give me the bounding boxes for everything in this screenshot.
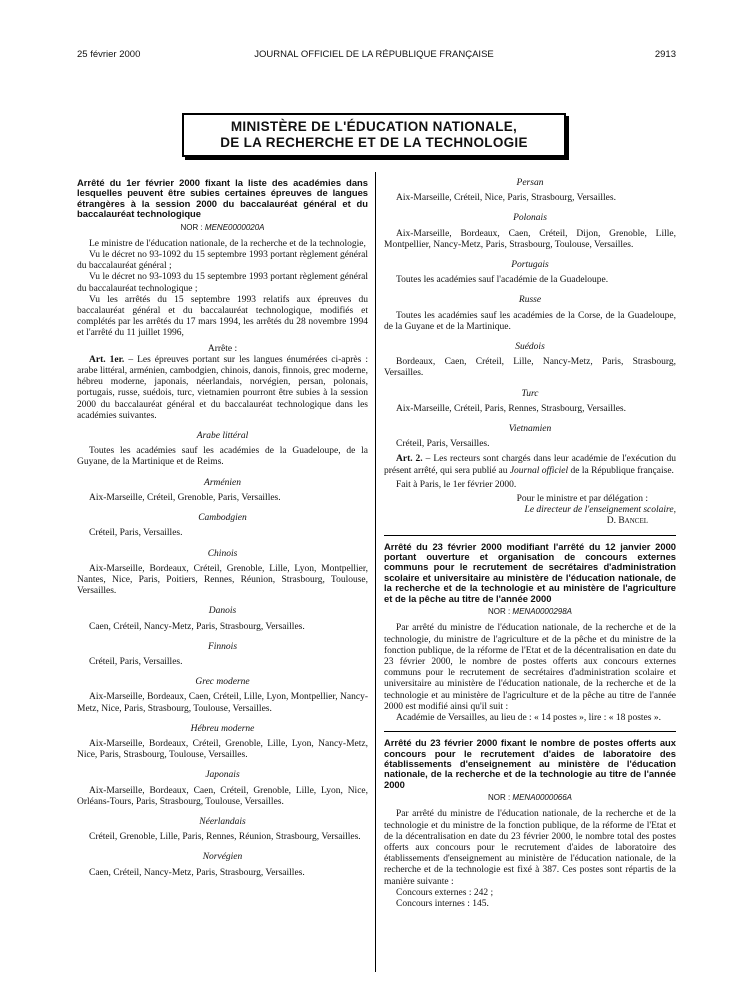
language-heading: Turc bbox=[521, 388, 539, 399]
art2-text-a: – Les recteurs sont chargés dans leur académie de l'exécution du présent arrêté, qui sera publié au bbox=[384, 454, 676, 476]
languages-right bbox=[384, 178, 676, 450]
separator-rule bbox=[384, 535, 676, 536]
language-heading: Néerlandais bbox=[199, 816, 246, 827]
language-academies: Aix-Marseille, Bordeaux, Créteil, Grenoble, Lille, Lyon, Nancy-Metz, Nice, Paris, Strasbourg, Toulouse, Versailles. bbox=[77, 738, 368, 761]
language-academies: Créteil, Grenoble, Lille, Paris, Rennes, Réunion, Strasbourg, Versailles. bbox=[89, 832, 361, 843]
language-heading: Danois bbox=[208, 606, 237, 617]
language-heading: Arabe littéral bbox=[196, 431, 249, 442]
language-heading: Finnois bbox=[207, 641, 238, 652]
language-heading: Russe bbox=[518, 295, 542, 306]
ministry-line-1: MINISTÈRE DE L'ÉDUCATION NATIONALE, bbox=[230, 119, 518, 134]
separator-rule bbox=[384, 731, 676, 732]
sign-2: Le directeur de l'enseignement scolaire, bbox=[524, 505, 676, 516]
language-academies: Créteil, Paris, Versailles. bbox=[89, 656, 183, 667]
ministry-box bbox=[182, 113, 566, 157]
art2 bbox=[384, 454, 676, 476]
arrete2-nor bbox=[384, 606, 676, 617]
nor-label: NOR : bbox=[180, 222, 205, 232]
arrete1-para2: Vu le décret no 93-1092 du 15 septembre 1993 portant règlement général du baccalauréat général ; bbox=[77, 250, 368, 272]
page-number: 2913 bbox=[654, 49, 676, 60]
art1-label: Art. 1er. bbox=[89, 354, 125, 365]
nor-code: MENE0000020A bbox=[204, 222, 265, 232]
language-heading: Portugais bbox=[511, 260, 549, 271]
language-academies: Aix-Marseille, Bordeaux, Créteil, Grenoble, Lille, Lyon, Montpellier, Nantes, Nice, Paris, Poitiers, Rennes, Réunion, Strasbourg, Toulouse, Versailles. bbox=[77, 563, 368, 597]
header-date: 25 février 2000 bbox=[77, 49, 141, 60]
art1-text: – Les épreuves portant sur les langues énumérées ci-après : arabe littéral, arménien, cambodgien, chinois, danois, finnois, grec moderne, hébreu moderne, japonais, néerlandais, norvégien, persan, polonais, portugais, russe, suédois, turc, vietnamien pourront être subies à la session 2000 du baccalauréat général et du baccalauréat technologique dans les académies suivantes. bbox=[77, 354, 368, 421]
arrete3-para1: Par arrêté du ministre de l'éducation nationale, de la recherche et de la technologie et du ministre de la fonction publique, de la réforme de l'Etat et de la décentralisation en date du 23 février 2000, le nombre total des postes offerts aux concours pour le recrutement d'aides de laboratoire des établissements d'enseignement au ministère de l'éducation nationale, de la recherche et de la technologie est fixé à 387. Ces postes sont répartis de la manière suivante : bbox=[384, 809, 676, 887]
language-academies: Aix-Marseille, Bordeaux, Caen, Créteil, Dijon, Grenoble, Lille, Montpellier, Nancy-Metz, Paris, Strasbourg, Toulouse, Versailles. bbox=[384, 228, 676, 250]
language-heading: Vietnamien bbox=[508, 424, 552, 435]
language-heading: Japonais bbox=[205, 770, 240, 781]
arrete2-title: Arrêté du 23 février 2000 modifiant l'arrêté du 12 janvier 2000 portant ouverture et organisation de concours externes communs pour le recrutement de secrétaires d'administration scolaire et universitaire au ministère de l'éducation nationale, de la recherche et de la technologie et au ministère de l'agriculture et de la pêche au titre de l'année 2000 bbox=[384, 540, 676, 604]
arrete1-title: Arrêté du 1er février 2000 fixant la liste des académies dans lesquelles peuvent être subies certaines épreuves de langues étrangères à la session 2000 du baccalauréat général et du baccalauréat technologique bbox=[77, 177, 368, 220]
language-academies: Aix-Marseille, Créteil, Nice, Paris, Strasbourg, Versailles. bbox=[396, 193, 616, 204]
language-academies: Toutes les académies sauf l'académie de la Guadeloupe. bbox=[396, 275, 609, 286]
arrete1-para4: Vu les arrêtés du 15 septembre 1993 relatifs aux épreuves du baccalauréat général et du baccalauréat technologique, modifiés et complétés par les arrêtés du 17 mars 1994, les arrêtés du 28 novembre 1994 et l'arrêté du 11 juillet 1996, bbox=[77, 294, 368, 339]
nor-label: NOR : bbox=[487, 793, 513, 803]
arrete3-nor bbox=[384, 792, 676, 803]
left-column bbox=[77, 178, 368, 879]
language-academies: Créteil, Paris, Versailles. bbox=[396, 439, 490, 450]
nor-code: MENA0000066A bbox=[512, 793, 573, 803]
arrete2-para1: Par arrêté du ministre de l'éducation nationale, de la recherche et de la technologie, du ministre de l'agriculture et de la pêche et du ministre de la fonction publique, de la réforme de l'Etat et de la décentralisation en date du 23 février 2000, le nombre de postes offerts aux concours externes communs pour le recrutement de secrétaires d'administration scolaire et universitaire au ministère de l'éducation nationale, de la recherche et de la technologie et au ministère de l'agriculture et de la pêche au titre de l'année 2000 est modifié ainsi qu'il suit : bbox=[384, 623, 676, 712]
art2-text-b: de la République française. bbox=[568, 465, 674, 476]
language-academies: Créteil, Paris, Versailles. bbox=[89, 528, 183, 539]
language-academies: Aix-Marseille, Bordeaux, Caen, Créteil, Grenoble, Lille, Lyon, Nice, Orléans-Tours, Paris, Strasbourg, Toulouse, Versailles. bbox=[77, 785, 368, 807]
art2-journal: Journal officiel bbox=[509, 465, 569, 476]
language-academies: Bordeaux, Caen, Créteil, Lille, Nancy-Metz, Paris, Strasbourg, Versailles. bbox=[384, 357, 676, 379]
sign-3: D. Bancel bbox=[606, 516, 648, 527]
art1 bbox=[77, 355, 368, 422]
language-heading: Persan bbox=[516, 178, 544, 188]
language-heading: Norvégien bbox=[202, 852, 243, 863]
language-academies: Aix-Marseille, Bordeaux, Caen, Créteil, Lille, Lyon, Montpellier, Nancy-Metz, Nice, Paris, Strasbourg, Toulouse, Versailles. bbox=[77, 692, 368, 714]
languages-left bbox=[77, 431, 368, 879]
arrete3-title: Arrêté du 23 février 2000 fixant le nombre de postes offerts aux concours pour le recrutement d'aides de laboratoire des établissements d'enseignement au ministère de l'éducation nationale, de la recherche et de la technologie au titre de l'année 2000 bbox=[384, 737, 676, 790]
language-heading: Grec moderne bbox=[195, 677, 250, 688]
language-heading: Suédois bbox=[515, 342, 545, 353]
language-academies: Caen, Créteil, Nancy-Metz, Paris, Strasbourg, Versailles. bbox=[89, 621, 305, 632]
concours-externes: Concours externes : 242 ; bbox=[396, 887, 494, 898]
language-academies: Aix-Marseille, Créteil, Paris, Rennes, Strasbourg, Versailles. bbox=[396, 403, 626, 414]
arrete1-para1: Le ministre de l'éducation nationale, de la recherche et de la technologie, bbox=[89, 238, 366, 249]
sign-1: Pour le ministre et par délégation : bbox=[516, 494, 648, 505]
column-divider bbox=[375, 172, 376, 972]
language-heading: Polonais bbox=[513, 213, 547, 224]
arrete1-nor bbox=[77, 222, 368, 233]
language-academies: Toutes les académies sauf les académies de la Corse, de la Guadeloupe, de la Guyane et de la Martinique. bbox=[384, 310, 676, 332]
nor-code: MENA0000298A bbox=[512, 607, 573, 617]
art2-label: Art. 2. bbox=[396, 454, 423, 465]
language-academies: Toutes les académies sauf les académies de la Guadeloupe, de la Guyane, de la Martinique et de Reims. bbox=[77, 446, 368, 468]
concours-internes: Concours internes : 145. bbox=[396, 899, 489, 909]
journal-title: JOURNAL OFFICIEL DE LA RÉPUBLIQUE FRANÇAISE bbox=[254, 49, 494, 60]
right-column bbox=[384, 178, 676, 910]
arrete2-para2: Académie de Versailles, au lieu de : « 14 postes », lire : « 18 postes ». bbox=[396, 712, 661, 723]
language-heading: Chinois bbox=[207, 548, 238, 559]
arrete-label: Arrête : bbox=[207, 343, 238, 354]
language-heading: Cambodgien bbox=[198, 513, 247, 524]
language-academies: Caen, Créteil, Nancy-Metz, Paris, Strasbourg, Versailles. bbox=[89, 867, 305, 878]
arrete1-para3: Vu le décret no 93-1093 du 15 septembre 1993 portant règlement général du baccalauréat technologique ; bbox=[77, 272, 368, 294]
language-heading: Hébreu moderne bbox=[190, 723, 255, 734]
ministry-line-2: DE LA RECHERCHE ET DE LA TECHNOLOGIE bbox=[220, 135, 528, 150]
fait: Fait à Paris, le 1er février 2000. bbox=[396, 479, 517, 490]
language-heading: Arménien bbox=[204, 477, 241, 488]
nor-label: NOR : bbox=[487, 607, 513, 617]
language-academies: Aix-Marseille, Créteil, Grenoble, Paris, Versailles. bbox=[89, 492, 281, 503]
